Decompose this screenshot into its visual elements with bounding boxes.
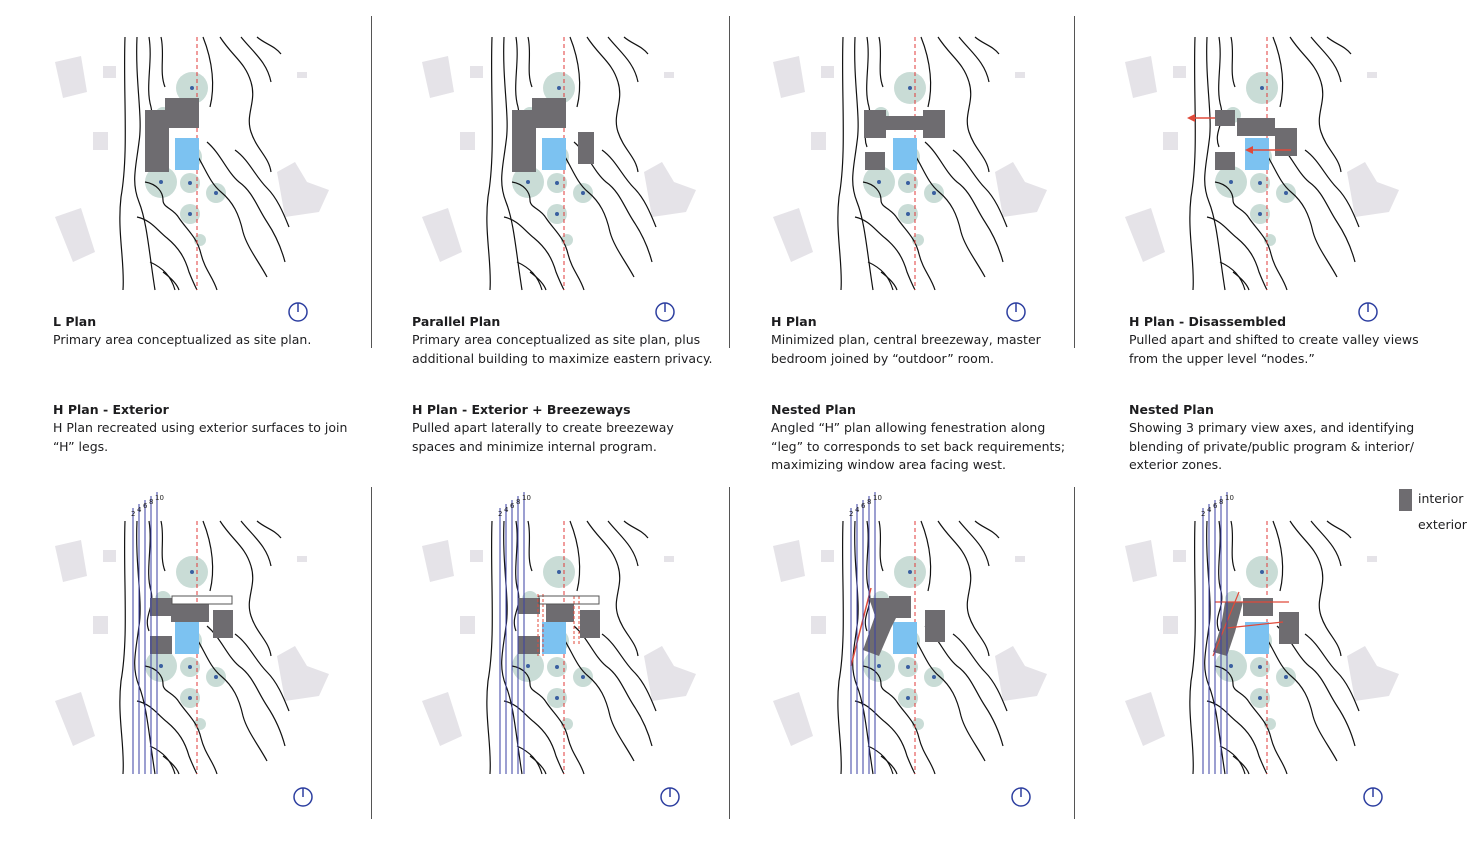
contour-label: 8 [1219,498,1224,506]
pool [1245,138,1269,170]
interior-building [1275,128,1297,156]
contour-label: 6 [143,502,148,510]
contour-label: 6 [861,502,866,510]
tree-trunk [908,86,912,90]
pool [893,622,917,654]
neighbor-building [1125,692,1165,746]
contour-line [975,37,999,54]
contour-line [1190,37,1195,290]
tree-trunk [906,696,910,700]
neighbor-building [470,66,483,78]
interior-building [864,110,886,138]
panel-title: H Plan - Exterior [53,402,169,417]
north-arrow-icon [289,303,307,321]
contour-label: 10 [1225,494,1234,502]
tree-trunk [557,570,561,574]
column-divider [371,16,372,348]
contour-line [1217,37,1222,147]
contour-line [1215,182,1287,290]
contour-label: 10 [522,494,531,502]
contour-line [975,521,999,538]
neighbor-building [821,66,834,78]
site-plan-nested-plan-1 [763,484,1053,814]
tree-trunk [1258,181,1262,185]
tree-trunk [159,664,163,668]
tree-trunk [188,181,192,185]
contour-line [913,152,985,277]
neighbor-building [995,162,1047,217]
site-plan-group [422,37,696,321]
legend-interior-swatch [1399,489,1412,511]
interior-building [150,636,172,654]
tree-trunk [555,665,559,669]
north-arrow-icon [656,303,674,321]
tree-trunk [1284,191,1288,195]
site-plan-nested-plan-2 [1115,484,1405,814]
column-divider [1074,487,1075,819]
neighbor-building [773,208,813,262]
tree-trunk [581,675,585,679]
tree-trunk [214,675,218,679]
tree-trunk [1229,180,1233,184]
contour-line [512,666,584,774]
legend-exterior-label: exterior [1418,517,1467,532]
contour-line [1215,666,1287,774]
panel-title: H Plan - Disassembled [1129,314,1287,329]
contour-line [624,37,648,54]
neighbor-building [1367,72,1377,78]
panel-description: Primary area conceptualized as site plan. [53,332,312,347]
interior-building [1243,598,1273,616]
interior-building [889,596,911,618]
contour-line [220,37,271,172]
contour-line [838,521,843,774]
interior-building [171,604,209,622]
pool [1245,622,1269,654]
contour-line [120,37,125,290]
contour-line [257,37,281,54]
contour-label: 4 [504,506,509,514]
contour-line [938,37,989,172]
pool [175,622,199,654]
neighbor-building [93,132,108,150]
contour-line [1327,521,1351,538]
setback-line [851,588,871,666]
tree-trunk [1284,675,1288,679]
tree-trunk [555,212,559,216]
site-plan-l-plan [45,32,335,324]
contour-line [938,521,989,656]
interior-building [532,98,566,128]
tree-trunk [906,212,910,216]
contour-line [257,521,281,538]
site-plan-svg [763,484,1053,814]
site-plan-svg [412,484,702,814]
interior-building [925,610,945,642]
contour-label: 10 [155,494,164,502]
neighbor-building [297,72,307,78]
neighbor-building [277,646,329,701]
neighbor-building [811,132,826,150]
panel-title: H Plan [771,314,817,329]
site-plan-h-plan-exterior-breezeways [412,484,702,814]
site-plan-h-plan-exterior [45,484,335,814]
contour-line [913,636,985,761]
site-plan-group [1125,492,1399,806]
contour-line [1290,37,1341,172]
neighbor-building [277,162,329,217]
contour-line [528,521,532,571]
contour-line [487,37,492,290]
contour-line [879,37,883,87]
contour-label: 8 [149,498,154,506]
panel-description: Minimized plan, central breezeway, master bedroom joined by “outdoor” room. [771,332,1041,366]
contour-line [1190,521,1195,774]
site-plan-group [422,492,696,806]
site-plan-group [55,492,329,806]
neighbor-building [644,162,696,217]
neighbor-building [1125,540,1157,582]
site-plan-group [1125,37,1399,321]
neighbor-building [422,56,454,98]
panel-description: Angled “H” plan allowing fenestration along “leg” to corresponds to set back requirements; maximizing window area facing west. [771,420,1066,472]
neighbor-building [297,556,307,562]
contour-label: 4 [855,506,860,514]
interior-building [546,604,574,622]
interior-building [1279,612,1299,644]
site-plan-svg [763,32,1053,324]
contour-line [879,521,883,571]
interior-building [518,598,540,614]
neighbor-building [460,616,475,634]
contour-line [161,521,165,571]
interior-building [923,110,945,138]
contour-line [145,666,217,774]
north-arrow-icon [1007,303,1025,321]
neighbor-building [1015,72,1025,78]
north-arrow-icon [1012,788,1030,806]
column-divider [729,16,730,348]
neighbor-building [103,66,116,78]
interior-building [518,636,540,654]
contour-label: 10 [873,494,882,502]
north-arrow-icon [1364,788,1382,806]
legend-interior-label: interior [1418,491,1464,506]
site-plan-group [773,492,1047,806]
site-plan-group [773,37,1047,321]
interior-building [1213,602,1243,656]
panel-description: Primary area conceptualized as site plan, plus additional building to maximize eastern privacy. [412,332,713,366]
site-plan-group [55,37,329,321]
contour-line [863,182,935,290]
contour-label: 2 [498,510,503,518]
neighbor-building [821,550,834,562]
tree-trunk [188,665,192,669]
site-plan-svg [1115,32,1405,324]
neighbor-building [1163,132,1178,150]
tree-trunk [159,180,163,184]
contour-line [838,37,843,290]
panel-title: L Plan [53,314,97,329]
interior-building [578,132,594,164]
neighbor-building [1015,556,1025,562]
tree-trunk [1260,86,1264,90]
neighbor-building [1347,162,1399,217]
exterior-zone [172,596,232,604]
interior-building [1237,118,1275,136]
pool [893,138,917,170]
contour-label: 2 [1201,510,1206,518]
tree-trunk [555,696,559,700]
contour-line [145,182,217,290]
panel-description: Pulled apart laterally to create breezeway spaces and minimize internal program. [412,420,674,454]
tree-trunk [1260,570,1264,574]
neighbor-building [55,692,95,746]
contour-line [1231,521,1235,571]
neighbor-building [664,72,674,78]
contour-label: 8 [867,498,872,506]
contour-label: 6 [1213,502,1218,510]
neighbor-building [1173,66,1186,78]
interior-building [580,610,600,638]
neighbor-building [422,208,462,262]
contour-line [195,152,267,277]
neighbor-building [811,616,826,634]
contour-line [624,521,648,538]
site-plan-h-plan [763,32,1053,324]
panel-title: Nested Plan [1129,402,1214,417]
neighbor-building [773,540,805,582]
tree-trunk [877,664,881,668]
site-plan-svg [45,32,335,324]
neighbor-building [664,556,674,562]
neighbor-building [93,616,108,634]
interior-building [165,98,199,128]
neighbor-building [644,646,696,701]
interior-building [1215,152,1235,170]
panel-description: H Plan recreated using exterior surfaces to join “H” legs. [53,420,348,454]
tree-trunk [1258,696,1262,700]
neighbor-building [55,56,87,98]
neighbor-building [103,550,116,562]
contour-line [587,37,638,172]
neighbor-building [470,550,483,562]
tree-trunk [906,181,910,185]
panel-description: Pulled apart and shifted to create valley views from the upper level “nodes.” [1129,332,1419,366]
neighbor-building [460,132,475,150]
neighbor-building [773,692,813,746]
tree-trunk [557,86,561,90]
site-plan-h-plan-disassembled [1115,32,1405,324]
contour-line [512,182,584,290]
neighbor-building [422,692,462,746]
tree-trunk [526,664,530,668]
contour-line [1265,636,1337,761]
site-plan-svg [412,32,702,324]
interior-building [213,610,233,638]
tree-trunk [190,570,194,574]
tree-trunk [877,180,881,184]
neighbor-building [1125,208,1165,262]
contour-line [161,37,165,87]
contour-line [1231,37,1235,87]
contour-line [120,521,125,774]
panel-title: Nested Plan [771,402,856,417]
tree-trunk [214,191,218,195]
neighbor-building [1173,550,1186,562]
contour-label: 2 [131,510,136,518]
column-divider [729,487,730,819]
neighbor-building [995,646,1047,701]
contour-line [562,636,634,761]
tree-trunk [188,696,192,700]
contour-label: 2 [849,510,854,518]
column-divider [371,487,372,819]
tree-trunk [1258,212,1262,216]
contour-line [1265,152,1337,277]
site-plan-svg [45,484,335,814]
panel-description: Showing 3 primary view axes, and identifying blending of private/public program & interior/ exterior zones. [1129,420,1415,472]
panel-title: Parallel Plan [412,314,501,329]
contour-line [562,152,634,277]
interior-building [150,598,172,616]
column-divider [1074,16,1075,348]
site-plan-svg [1115,484,1405,814]
tree-trunk [526,180,530,184]
tree-trunk [906,665,910,669]
neighbor-building [1347,646,1399,701]
contour-line [1327,37,1351,54]
contour-line [195,636,267,761]
neighbor-building [55,540,87,582]
site-plan-parallel-plan [412,32,702,324]
contour-label: 4 [137,506,142,514]
contour-label: 8 [516,498,521,506]
interior-building [865,152,885,170]
tree-trunk [581,191,585,195]
tree-trunk [1258,665,1262,669]
neighbor-building [1163,616,1178,634]
neighbor-building [1125,56,1157,98]
pool [542,622,566,654]
neighbor-building [422,540,454,582]
contour-line [528,37,532,87]
contour-line [863,666,935,774]
north-arrow-icon [661,788,679,806]
tree-trunk [190,86,194,90]
arrow-head [1187,114,1195,122]
interior-building [1215,110,1235,126]
tree-trunk [555,181,559,185]
neighbor-building [1367,556,1377,562]
panel-title: H Plan - Exterior + Breezeways [412,402,631,417]
contour-label: 6 [510,502,515,510]
tree-trunk [1229,664,1233,668]
neighbor-building [55,208,95,262]
neighbor-building [773,56,805,98]
tree-trunk [932,675,936,679]
pool [175,138,199,170]
tree-trunk [188,212,192,216]
north-arrow-icon [1359,303,1377,321]
north-arrow-icon [294,788,312,806]
interior-building [886,116,924,130]
tree-trunk [932,191,936,195]
contour-label: 4 [1207,506,1212,514]
contour-line [487,521,492,774]
exterior-zone [539,596,599,604]
tree-trunk [908,570,912,574]
pool [542,138,566,170]
